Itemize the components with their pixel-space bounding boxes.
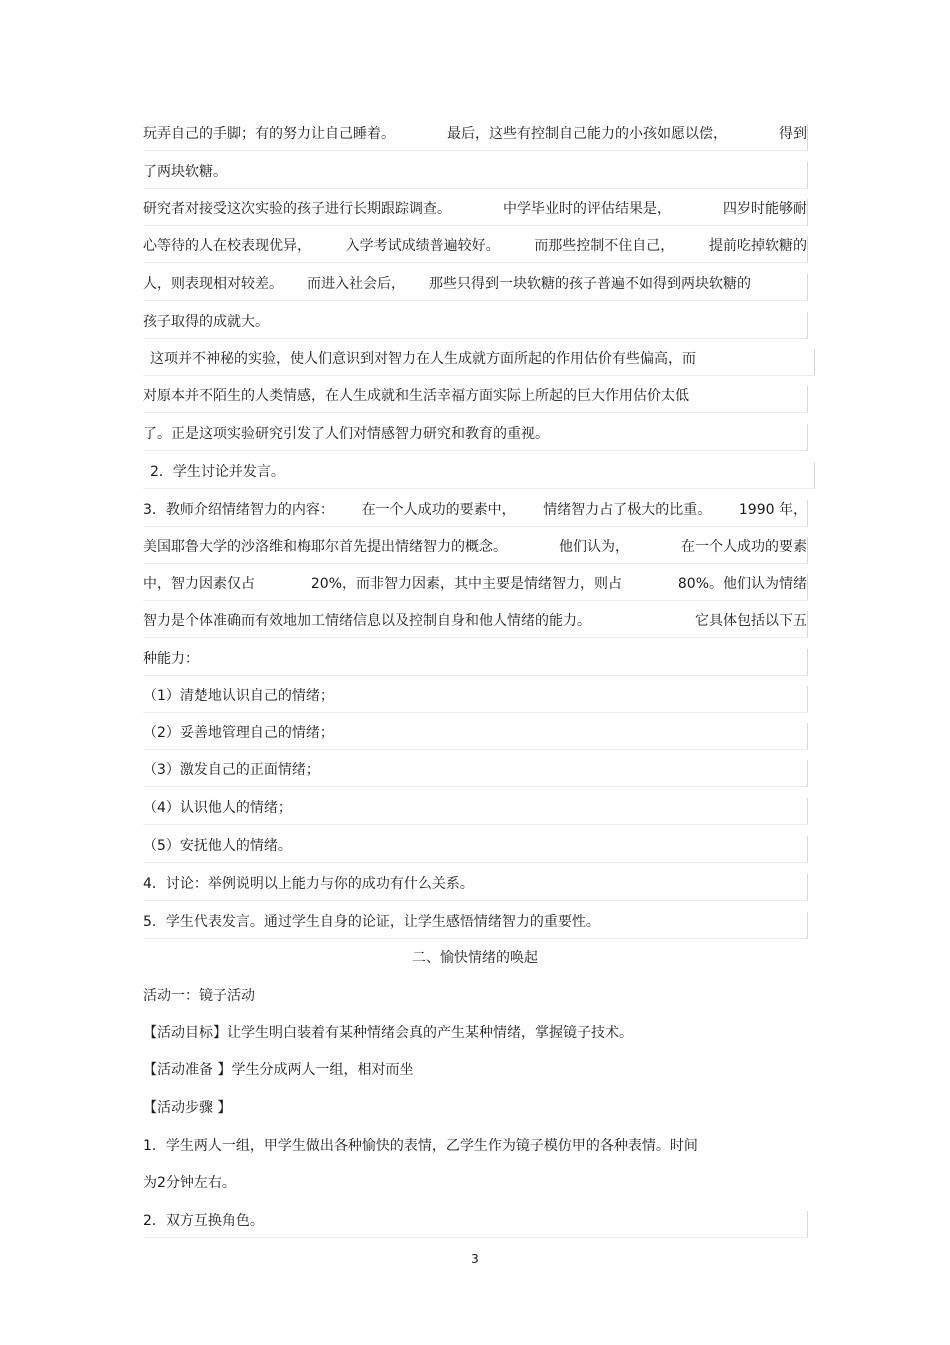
text-line: 孩子取得的成就大。	[143, 312, 808, 339]
text-line: 了两块软糖。	[143, 162, 808, 189]
text-line: 智力是个体准确而有效地加工情绪信息以及控制自身和他人情绪的能力。 它具体包括以下五	[143, 611, 808, 638]
text-line: 种能力：	[143, 649, 808, 676]
list-item: （4）认识他人的情绪；	[143, 798, 808, 825]
section-heading: 二、愉快情绪的唤起	[412, 950, 538, 966]
text-line: 心等待的人在校表现优异， 入学考试成绩普遍较好。 而那些控制不住自己， 提前吃掉软糖的	[143, 236, 808, 263]
text-line: 【活动准备 】学生分成两人一组，相对而坐	[143, 1062, 414, 1078]
text-line: 【活动步骤 】	[143, 1100, 232, 1116]
text-line: 活动一：镜子活动	[143, 988, 255, 1004]
list-item: （3）激发自己的正面情绪；	[143, 760, 808, 787]
text-line: 研究者对接受这次实验的孩子进行长期跟踪调查。 中学毕业时的评估结果是， 四岁时能够耐	[143, 199, 808, 226]
text-line: 2．双方互换角色。	[143, 1211, 808, 1238]
text-line: 玩弄自己的手脚；有的努力让自己睡着。 最后，这些有控制自己能力的小孩如愿以偿， 得到	[143, 124, 808, 151]
list-item: （1）清楚地认识自己的情绪；	[143, 686, 808, 713]
page-number: 3	[471, 1252, 479, 1266]
text-line: 4．讨论：举例说明以上能力与你的成功有什么关系。	[143, 874, 808, 901]
text-line: 人，则表现相对较差。 而进入社会后， 那些只得到一块软糖的孩子普遍不如得到两块软糖的	[143, 274, 808, 301]
text-line: 3．教师介绍情绪智力的内容： 在一个人成功的要素中， 情绪智力占了极大的比重。 1990 年，	[143, 500, 808, 527]
text-line: 中，智力因素仅占 20%，而非智力因素，其中主要是情绪智力，则占 80%。他们认为情绪	[143, 574, 808, 601]
list-item: （5）安抚他人的情绪。	[143, 836, 808, 863]
text-line: 为2分钟左右。	[143, 1175, 236, 1191]
text-line: 2．学生讨论并发言。	[143, 462, 815, 489]
text-line: 5．学生代表发言。通过学生自身的论证，让学生感悟情绪智力的重要性。	[143, 912, 808, 939]
text-line: 1．学生两人一组，甲学生做出各种愉快的表情，乙学生作为镜子模仿甲的各种表情。时间	[143, 1138, 698, 1154]
text-line: 美国耶鲁大学的沙洛维和梅耶尔首先提出情绪智力的概念。 他们认为， 在一个人成功的要素	[143, 537, 808, 564]
text-line: 这项并不神秘的实验，使人们意识到对智力在人生成就方面所起的作用估价有些偏高，而	[143, 349, 815, 376]
text-line: 对原本并不陌生的人类情感，在人生成就和生活幸福方面实际上所起的巨大作用估价太低	[143, 386, 808, 413]
list-item: （2）妥善地管理自己的情绪；	[143, 723, 808, 750]
text-line: 【活动目标】让学生明白装着有某种情绪会真的产生某种情绪，掌握镜子技术。	[143, 1025, 633, 1041]
text-line: 了。正是这项实验研究引发了人们对情感智力研究和教育的重视。	[143, 424, 808, 451]
